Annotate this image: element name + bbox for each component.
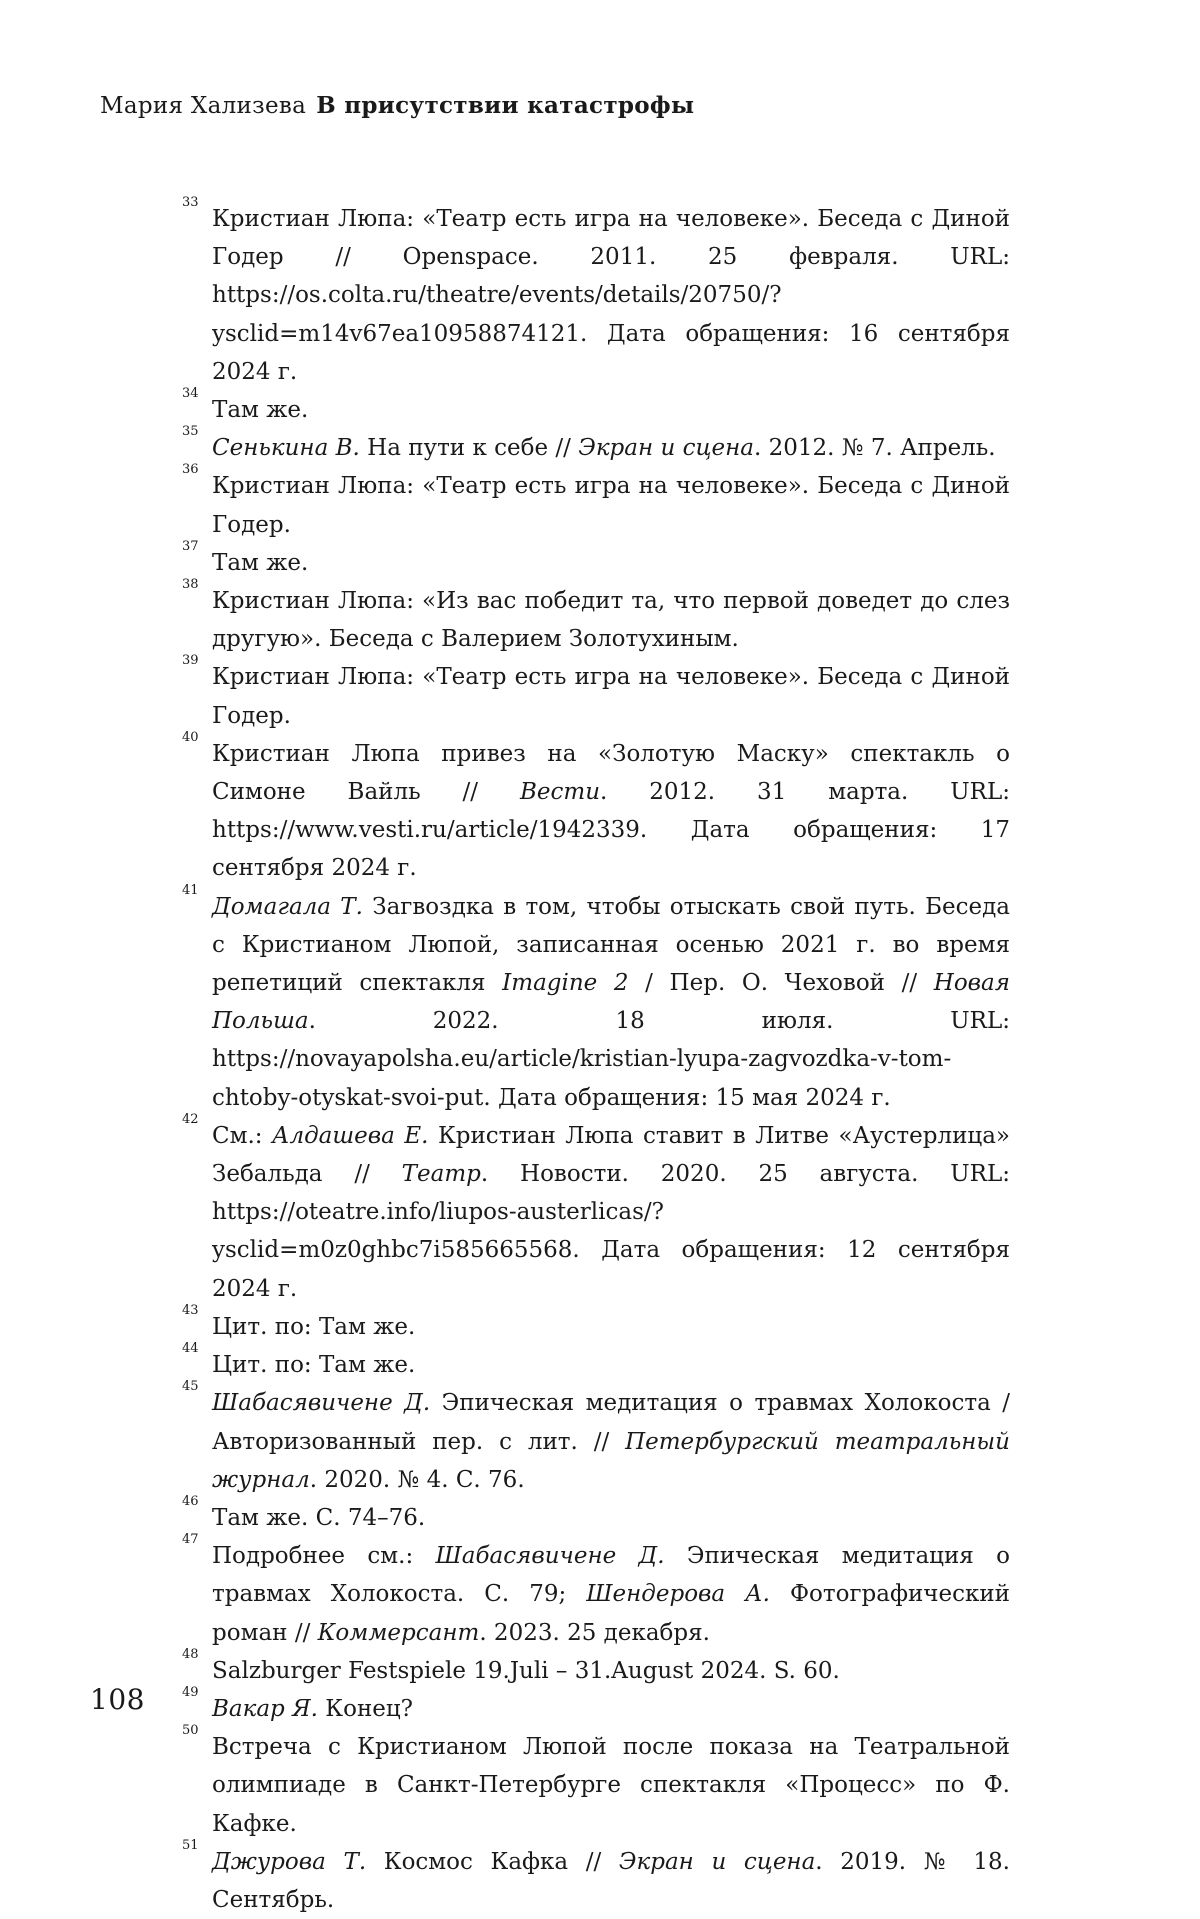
endnote-italic-text: Imagine 2 [502, 970, 628, 996]
endnote-number: 47 [182, 1530, 199, 1550]
running-head-author: Мария Хализева [100, 93, 306, 119]
endnote [150, 1728, 1010, 1843]
endnote-text: Кристиан Люпа привез на «Золотую Маску» спектакль о Симоне Вайль // [212, 741, 1010, 805]
endnote [150, 391, 1010, 429]
endnote-number: 34 [182, 384, 199, 404]
endnote-italic-text: Экран и сцена [619, 1849, 815, 1875]
endnote-number: 42 [182, 1110, 199, 1130]
endnote-text: Космос Кафка // [366, 1849, 619, 1875]
endnote [150, 1384, 1010, 1499]
endnote-text: . 2019. № 18. Сентябрь. [212, 1849, 1010, 1913]
endnotes-list [150, 200, 1010, 1919]
endnote-number: 51 [182, 1836, 199, 1856]
endnote-number: 38 [182, 575, 199, 595]
endnote-number: 33 [182, 193, 199, 213]
endnote-text: . 2012. № 7. Апрель. [754, 435, 996, 461]
endnote-number: 49 [182, 1683, 199, 1703]
endnote-italic-text: Шендерова А. [586, 1581, 770, 1607]
running-head [100, 92, 694, 119]
endnote-text: Загвоздка в том, чтобы отыскать свой путь. Беседа с Кристианом Люпой, записанная осенью 2021 г. во время репетиций спектакля [212, 894, 1010, 996]
endnote-italic-text: Сенькина В. [212, 435, 360, 461]
endnote-number: 35 [182, 422, 199, 442]
endnote [150, 1346, 1010, 1384]
endnote [150, 582, 1010, 658]
endnote-text: См.: [212, 1123, 272, 1149]
endnote [150, 1537, 1010, 1652]
endnote [150, 1499, 1010, 1537]
endnote-text: Кристиан Люпа: «Театр есть игра на человеке». Беседа с Диной Годер. [212, 664, 1010, 728]
endnote-number: 44 [182, 1339, 199, 1359]
endnote-italic-text: Вести [520, 779, 600, 805]
endnote-text: Кристиан Люпа: «Театр есть игра на человеке». Беседа с Диной Годер. [212, 473, 1010, 537]
endnote-text: Подробнее см.: [212, 1543, 436, 1569]
endnote-italic-text: Экран и сцена [578, 435, 754, 461]
endnote-text: На пути к себе // [360, 435, 578, 461]
endnote-text: Эпическая медитация о травмах Холокоста / Авторизованный пер. с лит. // [212, 1390, 1010, 1454]
endnote-text: . 2022. 18 июля. URL: https://novayapolsha.eu/article/kristian-lyupa-zagvozdka-v-tom-chtoby-otyskat-svoi-put. Дата обращения: 15 мая 2024 г. [212, 1008, 1010, 1110]
page-number: 108 [90, 1683, 145, 1716]
endnote-text: Там же. С. 74–76. [212, 1505, 425, 1531]
endnote-text: Там же. [212, 397, 308, 423]
endnote-italic-text: Джурова Т. [212, 1849, 366, 1875]
endnote-text: Фотографический роман // [212, 1581, 1010, 1645]
endnote-text: . 2023. 25 декабря. [479, 1620, 710, 1646]
endnote-text: Цит. по: Там же. [212, 1314, 415, 1340]
endnote-text: . 2020. № 4. С. 76. [310, 1467, 525, 1493]
endnote-number: 40 [182, 728, 199, 748]
endnote-text: Salzburger Festspiele 19.Juli – 31.August 2024. S. 60. [212, 1658, 840, 1684]
endnote [150, 1652, 1010, 1690]
endnote-text: / Пер. О. Чеховой // [629, 970, 934, 996]
endnote-italic-text: Новая Польша [212, 970, 1010, 1034]
endnote [150, 1117, 1010, 1308]
endnote-number: 48 [182, 1645, 199, 1665]
endnote-number: 43 [182, 1301, 199, 1321]
endnote [150, 1308, 1010, 1346]
endnote-italic-text: Вакар Я. [212, 1696, 318, 1722]
endnote-text: Встреча с Кристианом Люпой после показа на Театральной олимпиаде в Санкт-Петербурге спектакля «Процесс» по Ф. Кафке. [212, 1734, 1010, 1836]
endnote-number: 45 [182, 1377, 199, 1397]
endnote-italic-text: Коммерсант [318, 1620, 480, 1646]
endnote-text: . 2012. 31 марта. URL: https://www.vesti.ru/article/1942339. Дата обращения: 17 сентября 2024 г. [212, 779, 1010, 881]
endnote-number: 39 [182, 651, 199, 671]
endnote-italic-text: Театр [402, 1161, 481, 1187]
endnote [150, 888, 1010, 1117]
endnote-italic-text: Петербургский театральный журнал [212, 1429, 1010, 1493]
endnote-text: Конец? [318, 1696, 413, 1722]
endnote-italic-text: Алдашева Е. [272, 1123, 428, 1149]
endnote [150, 735, 1010, 888]
endnote-italic-text: Шабасявичене Д. [436, 1543, 665, 1569]
running-head-book-title: В присутствии катастрофы [316, 92, 694, 119]
endnote-number: 36 [182, 460, 199, 480]
endnote-text: . Новости. 2020. 25 августа. URL: https://oteatre.info/liupos-austerlicas/?ysclid=m0z0ghbc7i585665568. Дата обращения: 12 сентября 2024 г. [212, 1161, 1010, 1302]
endnote [150, 658, 1010, 734]
endnote-italic-text: Домагала Т. [212, 894, 363, 920]
endnote-text: Кристиан Люпа: «Театр есть игра на человеке». Беседа с Диной Годер // Openspace. 2011. 25 февраля. URL: https://os.colta.ru/theatre/events/details/20750/?ysclid=m14v67ea10958874121. Дата обращения: 16 сентября 2024 г. [212, 206, 1010, 385]
endnote-text: Кристиан Люпа: «Из вас победит та, что первой доведет до слез другую». Беседа с Валерием Золотухиным. [212, 588, 1010, 652]
endnote-text: Там же. [212, 550, 308, 576]
endnote-italic-text: Шабасявичене Д. [212, 1390, 430, 1416]
endnote [150, 1843, 1010, 1919]
endnote [150, 429, 1010, 467]
endnote [150, 200, 1010, 391]
endnote-text: Эпическая медитация о травмах Холокоста. С. 79; [212, 1543, 1010, 1607]
endnote-text: Цит. по: Там же. [212, 1352, 415, 1378]
endnote-number: 41 [182, 881, 199, 901]
endnote [150, 1690, 1010, 1728]
endnote [150, 544, 1010, 582]
endnote-text: Кристиан Люпа ставит в Литве «Аустерлица» Зебальда // [212, 1123, 1010, 1187]
endnote [150, 467, 1010, 543]
endnote-number: 50 [182, 1721, 199, 1741]
endnote-number: 46 [182, 1492, 199, 1512]
endnote-number: 37 [182, 537, 199, 557]
